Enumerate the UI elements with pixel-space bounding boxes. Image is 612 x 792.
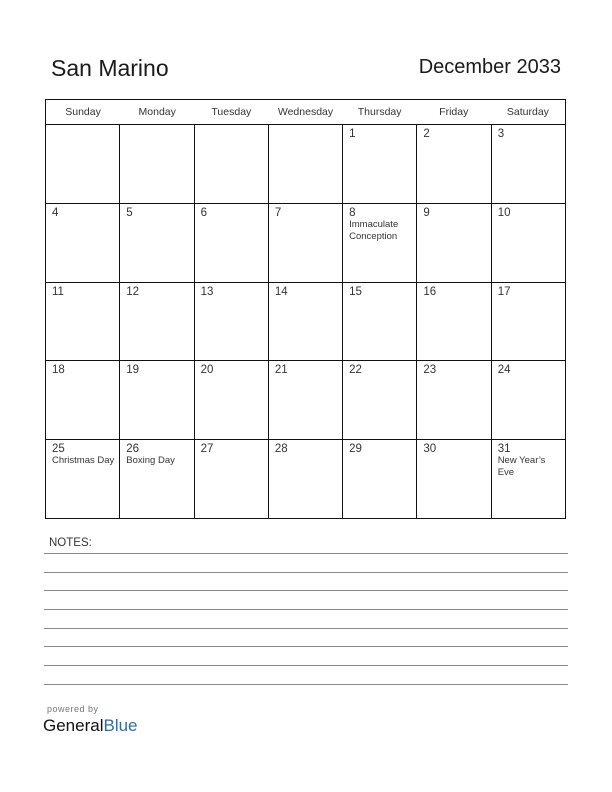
day-number: 6: [200, 206, 207, 219]
day-cell: [492, 125, 565, 203]
notes-line: [44, 665, 568, 666]
day-cell: [46, 204, 120, 282]
day-number: 17: [497, 285, 511, 298]
day-number: 9: [423, 206, 430, 219]
calendar-month-title: December 2033: [418, 56, 561, 78]
day-cell: [343, 283, 417, 361]
day-number: 30: [423, 443, 437, 456]
day-number: 19: [126, 364, 140, 377]
powered-by-text: powered by: [47, 704, 99, 714]
day-cell: [46, 361, 120, 439]
day-number: 28: [274, 443, 288, 456]
day-cell: [492, 204, 565, 282]
day-cell: [417, 283, 491, 361]
day-number: 21: [274, 364, 288, 377]
calendar-country-title: San Marino: [51, 55, 169, 81]
day-cell: [195, 283, 269, 361]
day-cell: [269, 125, 343, 203]
day-cell: [492, 361, 565, 439]
day-number: 24: [497, 364, 511, 377]
day-number: 22: [349, 364, 362, 377]
weekday-sunday: Sunday: [65, 106, 101, 118]
day-number: 31: [497, 443, 511, 456]
day-cell: [343, 125, 417, 203]
day-number: 14: [274, 285, 288, 298]
week-row: [46, 440, 565, 518]
day-number: 15: [349, 285, 362, 298]
day-number: 20: [200, 364, 214, 377]
weekday-monday: Monday: [138, 106, 176, 118]
notes-line: [44, 609, 568, 610]
day-number: 18: [52, 364, 65, 377]
day-number: 27: [200, 443, 214, 456]
day-number: 2: [423, 128, 430, 140]
weekday-header-row: [46, 100, 565, 125]
day-cell: [120, 361, 194, 439]
day-number: 4: [52, 206, 59, 219]
calendar-grid: [45, 99, 566, 519]
holiday-label: Immaculate Conception: [349, 218, 399, 242]
brand-blue: Blue: [103, 716, 138, 735]
weekday-saturday: Saturday: [506, 106, 549, 118]
day-cell: [120, 204, 194, 282]
weekday-wednesday: Wednesday: [277, 106, 334, 118]
notes-line: [44, 646, 568, 647]
holiday-label: New Year’s Eve: [497, 455, 546, 479]
day-cell: [417, 440, 491, 518]
week-row: [46, 361, 565, 440]
day-cell: [269, 440, 343, 518]
day-cell: [195, 204, 269, 282]
notes-line: [44, 590, 568, 591]
day-number: 3: [497, 128, 505, 140]
brand-general: General: [43, 716, 104, 735]
day-cell: [195, 361, 269, 439]
day-number: 29: [349, 443, 362, 456]
notes-line: [44, 572, 568, 573]
day-number: 25: [52, 443, 65, 456]
notes-label: NOTES:: [49, 537, 92, 549]
notes-line: [44, 628, 568, 629]
day-cell: [343, 440, 417, 518]
day-number: 10: [497, 206, 511, 219]
day-cell: [46, 125, 120, 203]
day-cell: [120, 283, 194, 361]
generalblue-logo: [43, 716, 138, 736]
day-cell: [120, 440, 194, 518]
day-cell: [417, 125, 491, 203]
day-number: 26: [126, 443, 140, 456]
day-number: 5: [126, 206, 133, 219]
week-row: [46, 204, 565, 283]
notes-line: [44, 684, 568, 685]
day-number: 16: [423, 285, 437, 298]
day-cell: [195, 440, 269, 518]
week-row: [46, 283, 565, 362]
day-cell: [46, 283, 120, 361]
day-cell: [120, 125, 194, 203]
week-row: [46, 125, 565, 204]
day-cell: [417, 361, 491, 439]
day-cell: [195, 125, 269, 203]
day-cell: [492, 283, 565, 361]
day-number: 13: [200, 285, 214, 298]
holiday-label: Boxing Day: [126, 455, 175, 467]
holiday-label: Christmas Day: [52, 455, 115, 467]
weekday-tuesday: Tuesday: [211, 106, 252, 118]
day-cell: [343, 204, 417, 282]
day-number: 23: [423, 364, 437, 377]
day-cell: [269, 204, 343, 282]
day-number: 7: [274, 206, 282, 219]
day-cell: [269, 361, 343, 439]
day-cell: [269, 283, 343, 361]
day-number: 8: [349, 206, 356, 219]
notes-line: [44, 553, 568, 554]
weekday-friday: Friday: [439, 106, 469, 118]
day-cell: [46, 440, 120, 518]
day-cell: [492, 440, 565, 518]
day-cell: [417, 204, 491, 282]
day-number: 11: [52, 285, 64, 298]
day-number: 1: [349, 128, 356, 140]
day-number: 12: [126, 285, 140, 298]
weekday-thursday: Thursday: [357, 106, 402, 118]
day-cell: [343, 361, 417, 439]
